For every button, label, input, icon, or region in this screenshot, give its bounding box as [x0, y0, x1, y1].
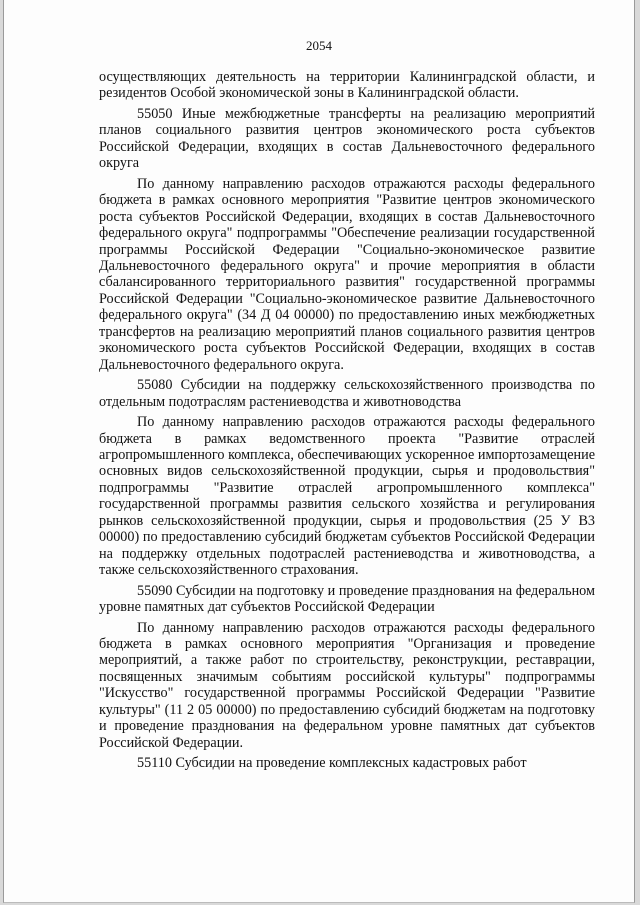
- section-text-55080: По данному направлению расходов отражаются расходы федерального бюджета в рамках ведомственного проекта "Развитие отраслей агропромышленного комплекса, обеспечивающих ускоренное импортозамещение основных видов сельскохозяйственной продукции, сырья и продовольствия" подпрограммы "Развитие отраслей агропромышленного комплекса" государственной программы развития сельского хозяйства и регулирования рынков сельскохозяйственной продукции, сырья и продовольствия (25 У В3 00000) по предоставлению субсидий бюджетам субъектов Российской Федерации на поддержку отдельных подотраслей растениеводства и животноводства, а также сельскохозяйственного страхования.: [99, 414, 595, 579]
- page-number: 2054: [306, 38, 332, 53]
- document-page: [3, 0, 635, 903]
- section-text-55090: По данному направлению расходов отражаются расходы федерального бюджета в рамках основного мероприятия "Организация и проведение мероприятий, а также работ по строительству, реконструкции, реставрации, посвященных значимым событиям российской культуры" подпрограммы "Искусство" государственной программы Российской Федерации "Развитие культуры" (11 2 05 00000) по предоставлению субсидий бюджетам на подготовку и проведение празднования на федеральном уровне памятных дат субъектов Российской Федерации.: [99, 619, 595, 751]
- paragraph-continuation: осуществляющих деятельность на территории Калининградской области, и резидентов Особой экономической зоны в Калининградской области.: [99, 69, 595, 102]
- section-heading-55090: 55090 Субсидии на подготовку и проведение празднования на федеральном уровне памятных дат субъектов Российской Федерации: [99, 582, 595, 616]
- section-heading-55080: 55080 Субсидии на поддержку сельскохозяйственного производства по отдельным подотраслям растениеводства и животноводства: [99, 377, 595, 410]
- section-text-55050: По данному направлению расходов отражаются расходы федерального бюджета в рамках основного мероприятия "Развитие центров экономического роста субъектов Российской Федерации, входящих в состав Дальневосточного федерального округа" подпрограммы "Обеспечение реализации государственной программы Российской Федерации "Социально-экономическое развитие Дальневосточного федерального округа" и прочие мероприятия в области сбалансированного территориального развития" государственной программы Российской Федерации "Социально-экономическое развитие Дальневосточного федерального округа" (34 Д 04 00000) по предоставлению иных межбюджетных трансфертов на реализацию мероприятий планов социального развития центров экономического роста субъектов Российской Федерации, входящих в состав Дальневосточного федерального округа.: [99, 175, 595, 373]
- section-heading-55110: 55110 Субсидии на проведение комплексных кадастровых работ: [137, 755, 527, 772]
- document-body: [99, 69, 595, 776]
- section-heading-55050: 55050 Иные межбюджетные трансферты на реализацию мероприятий планов социального развития центров экономического роста субъектов Российской Федерации, входящих в состав Дальневосточного федерального округа: [99, 105, 595, 172]
